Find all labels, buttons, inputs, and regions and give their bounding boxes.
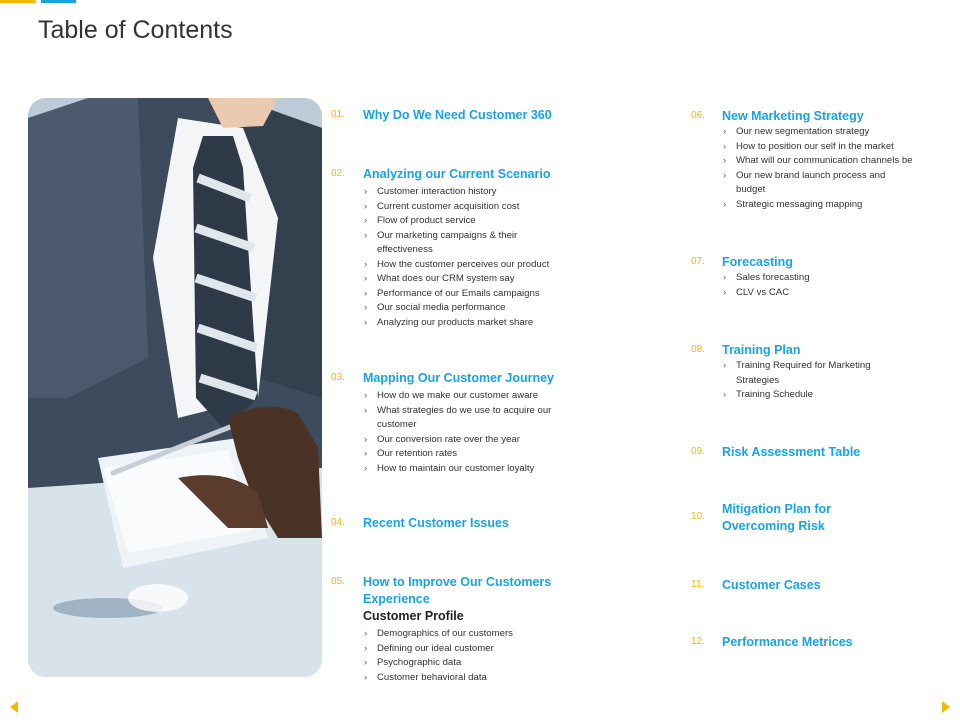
chevron-right-icon: ›	[364, 657, 368, 668]
chevron-right-icon: ›	[364, 642, 368, 654]
toc-section-02[interactable]	[331, 166, 621, 330]
section-items	[363, 185, 621, 330]
toc-section-01[interactable]	[331, 107, 621, 124]
chevron-right-icon: ›	[364, 628, 368, 639]
list-item: › Flow of product service	[363, 214, 621, 229]
chevron-right-icon: ›	[723, 272, 727, 283]
section-number: 07.	[691, 256, 705, 267]
chevron-right-icon: ›	[364, 186, 368, 197]
section-subheading: Customer Profile	[363, 609, 464, 623]
chevron-right-icon: ›	[723, 169, 727, 181]
list-item: › How to maintain our customer loyalty	[363, 462, 621, 477]
list-item: › CLV vs CAC	[722, 286, 951, 301]
list-item: › Our new segmentation strategy	[722, 125, 951, 140]
toc-section-09[interactable]	[691, 444, 951, 461]
triangle-right-icon[interactable]	[942, 701, 950, 713]
list-item: › Psychographic data	[363, 656, 621, 671]
top-accent-blue	[41, 0, 76, 3]
section-number: 01.	[331, 109, 345, 120]
toc-section-07[interactable]	[691, 254, 951, 300]
list-item: › Customer interaction history	[363, 185, 621, 200]
section-heading[interactable]: Analyzing our Current Scenario	[363, 167, 551, 181]
chevron-right-icon: ›	[364, 200, 368, 212]
section-number: 11.	[691, 579, 705, 590]
list-item: › Analyzing our products market share	[363, 316, 621, 331]
list-item: › Current customer acquisition cost	[363, 200, 621, 215]
list-item: › How the customer perceives our product	[363, 258, 621, 273]
section-number: 02.	[331, 168, 345, 179]
chevron-right-icon: ›	[364, 316, 368, 328]
list-item: › Training Required for Marketing Strategies	[723, 360, 871, 386]
section-heading[interactable]: Performance Metrices	[722, 635, 853, 649]
toc-section-06[interactable]	[691, 108, 951, 212]
list-item: › Our social media performance	[363, 301, 621, 316]
chevron-right-icon: ›	[364, 462, 368, 474]
section-number: 12.	[691, 636, 705, 647]
list-item: › How to position our self in the market	[722, 140, 951, 155]
toc-section-08[interactable]	[691, 342, 951, 403]
section-heading[interactable]: Customer Cases	[722, 578, 821, 592]
section-number: 08.	[691, 344, 705, 355]
chevron-right-icon: ›	[364, 258, 368, 270]
section-number: 09.	[691, 446, 705, 457]
list-item: › Our conversion rate over the year	[363, 433, 621, 448]
chevron-right-icon: ›	[723, 360, 727, 371]
chevron-right-icon: ›	[364, 390, 368, 401]
chevron-right-icon: ›	[723, 198, 727, 210]
list-item: › Our retention rates	[363, 447, 621, 462]
list-item: › Our new brand launch process and budget	[723, 169, 886, 195]
chevron-right-icon: ›	[364, 229, 368, 241]
section-heading[interactable]: Training Plan	[722, 343, 801, 357]
section-number: 05.	[331, 576, 345, 587]
chevron-right-icon: ›	[364, 287, 368, 299]
toc-section-04[interactable]	[331, 515, 621, 532]
list-item: › Customer behavioral data	[363, 671, 621, 686]
section-number: 06.	[691, 110, 705, 121]
list-item: › Sales forecasting	[722, 271, 951, 286]
chevron-right-icon: ›	[723, 286, 727, 298]
chevron-right-icon: ›	[364, 404, 368, 416]
section-items	[722, 271, 951, 300]
section-heading[interactable]: Mapping Our Customer Journey	[363, 371, 554, 385]
chevron-right-icon: ›	[723, 126, 727, 137]
list-item: › Performance of our Emails campaigns	[363, 287, 621, 302]
chevron-right-icon: ›	[364, 671, 368, 683]
section-heading[interactable]: How to Improve Our Customers Experience	[363, 575, 552, 606]
section-heading[interactable]: Why Do We Need Customer 360	[363, 108, 552, 122]
section-heading[interactable]: New Marketing Strategy	[722, 109, 864, 123]
toc-section-03[interactable]	[331, 370, 621, 476]
section-items	[722, 359, 951, 403]
toc-section-11[interactable]	[691, 577, 951, 594]
chevron-right-icon: ›	[723, 140, 727, 152]
list-item: › Training Schedule	[722, 388, 951, 403]
page-title: Table of Contents	[38, 16, 233, 44]
list-item: › Our marketing campaigns & their effectiveness	[364, 229, 518, 255]
section-items	[363, 627, 621, 685]
chevron-right-icon: ›	[364, 302, 368, 313]
section-number: 03.	[331, 372, 345, 383]
list-item: › Defining our ideal customer	[363, 642, 621, 657]
chevron-right-icon: ›	[364, 273, 368, 284]
triangle-left-icon[interactable]	[10, 701, 18, 713]
toc-section-12[interactable]	[691, 634, 951, 651]
list-item: › How do we make our customer aware	[363, 389, 621, 404]
chevron-right-icon: ›	[364, 433, 368, 445]
section-heading[interactable]: Forecasting	[722, 255, 793, 269]
top-accent-yellow	[0, 0, 35, 3]
section-items	[722, 125, 951, 212]
list-item: › What does our CRM system say	[363, 272, 621, 287]
section-heading[interactable]: Risk Assessment Table	[722, 445, 861, 459]
list-item: › What strategies do we use to acquire our customer	[364, 404, 552, 430]
chevron-right-icon: ›	[364, 215, 368, 226]
toc-section-05[interactable]	[331, 574, 621, 685]
section-number: 10.	[691, 511, 705, 522]
list-item: › Strategic messaging mapping	[722, 198, 951, 213]
section-heading[interactable]: Mitigation Plan for Overcoming Risk	[722, 502, 832, 533]
section-number: 04.	[331, 517, 345, 528]
chevron-right-icon: ›	[364, 448, 368, 459]
chevron-right-icon: ›	[723, 389, 727, 400]
section-items	[363, 389, 621, 476]
list-item: › Demographics of our customers	[363, 627, 621, 642]
businessman-photo	[28, 98, 322, 677]
chevron-right-icon: ›	[723, 155, 727, 166]
section-heading[interactable]: Recent Customer Issues	[363, 516, 509, 530]
toc-section-10[interactable]	[691, 501, 951, 535]
list-item: › What will our communication channels be	[722, 154, 951, 169]
